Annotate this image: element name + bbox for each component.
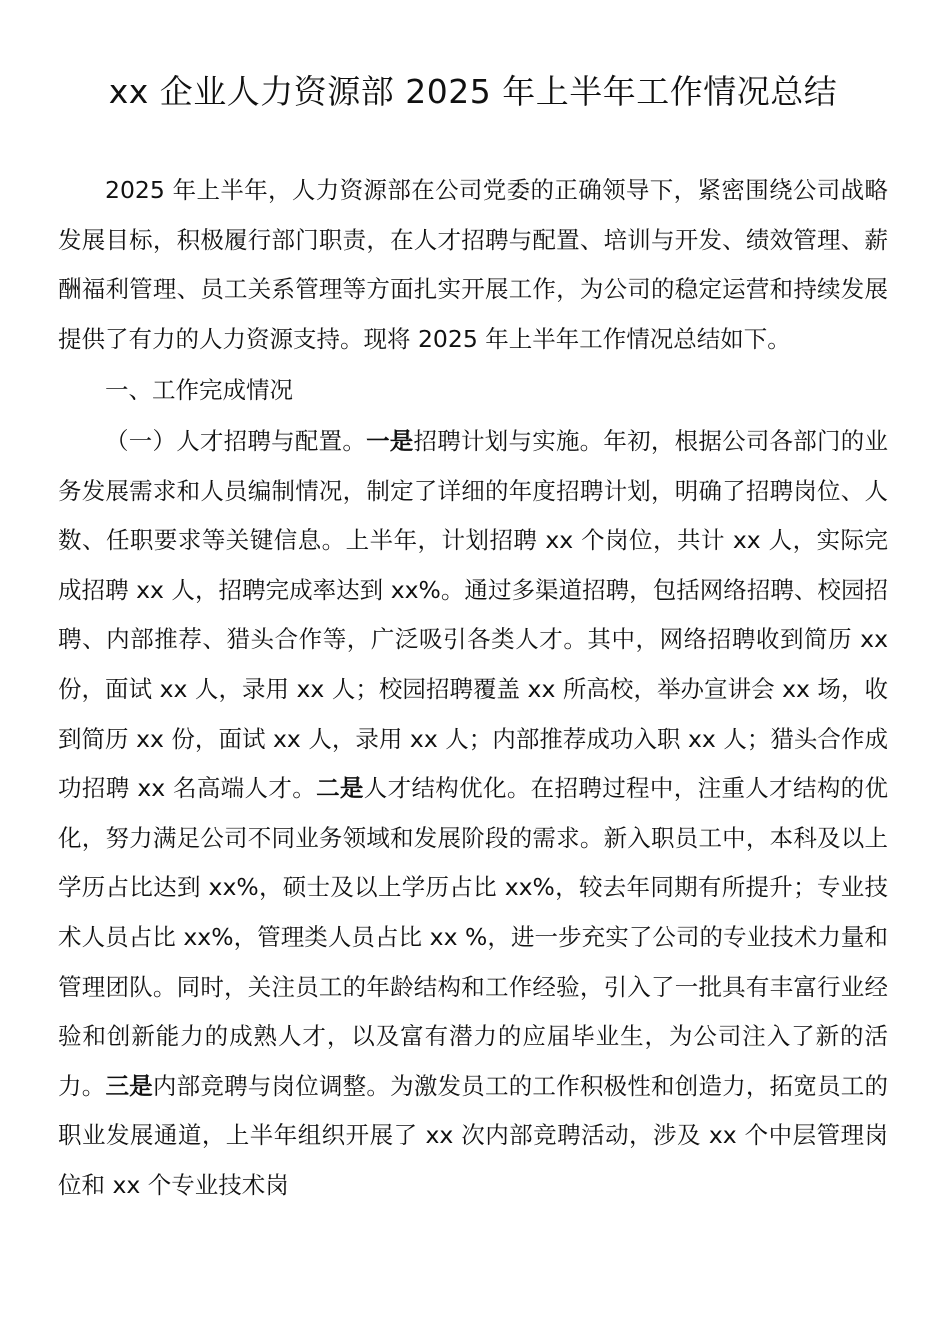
point-text-2: 人才结构优化。在招聘过程中，注重人才结构的优化，努力满足公司不同业务领域和发展阶段的需求。新入职员工中，本科及以上学历占比达到 xx%，硕士及以上学历占比 xx%，较去年同期有所提升；专业技术人员占比 xx%，管理类人员占比 xx %，进一步充实了公司的专业技术力量和管理团队。同时，关注员工的年龄结构和工作经验，引入了一批具有丰富行业经验和创新能力的成熟人才，以及富有潜力的应届毕业生，为公司注入了新的活力。 xyxy=(58,774,889,1100)
subsection-paragraph xyxy=(58,417,888,1211)
section-heading: 一、工作完成情况 xyxy=(105,376,293,405)
point-marker-3: 三是 xyxy=(105,1071,153,1100)
document-title: xx 企业人力资源部 2025 年上半年工作情况总结 xyxy=(108,72,838,111)
point-marker-2: 二是 xyxy=(316,774,364,803)
intro-paragraph: 2025 年上半年，人力资源部在公司党委的正确领导下，紧密围绕公司战略发展目标，积极履行部门职责，在人才招聘与配置、培训与开发、绩效管理、薪酬福利管理、员工关系管理等方面扎实开展工作，为公司的稳定运营和持续发展提供了有力的人力资源支持。现将 2025 年上半年工作情况总结如下。 xyxy=(58,176,888,353)
subsection-heading: （一）人才招聘与配置。 xyxy=(105,426,367,455)
point-text-1: 招聘计划与实施。年初，根据公司各部门的业务发展需求和人员编制情况，制定了详细的年度招聘计划，明确了招聘岗位、人数、任职要求等关键信息。上半年，计划招聘 xx 个岗位，共计 xx 人，实际完成招聘 xx 人，招聘完成率达到 xx%。通过多渠道招聘，包括网络招聘、校园招聘、内部推荐、猎头合作等，广泛吸引各类人才。其中，网络招聘收到简历 xx 份，面试 xx 人，录用 xx 人；校园招聘覆盖 xx 所高校，举办宣讲会 xx 场，收到简历 xx 份，面试 xx 人，录用 xx 人；内部推荐成功入职 xx 人；猎头合作成功招聘 xx 名高端人才。 xyxy=(58,426,888,803)
point-text-3: 内部竞聘与岗位调整。为激发员工的工作积极性和创造力，拓宽员工的职业发展通道，上半年组织开展了 xx 次内部竞聘活动，涉及 xx 个中层管理岗位和 xx 个专业技术岗 xyxy=(58,1071,889,1199)
point-marker-1: 一是 xyxy=(366,426,414,455)
